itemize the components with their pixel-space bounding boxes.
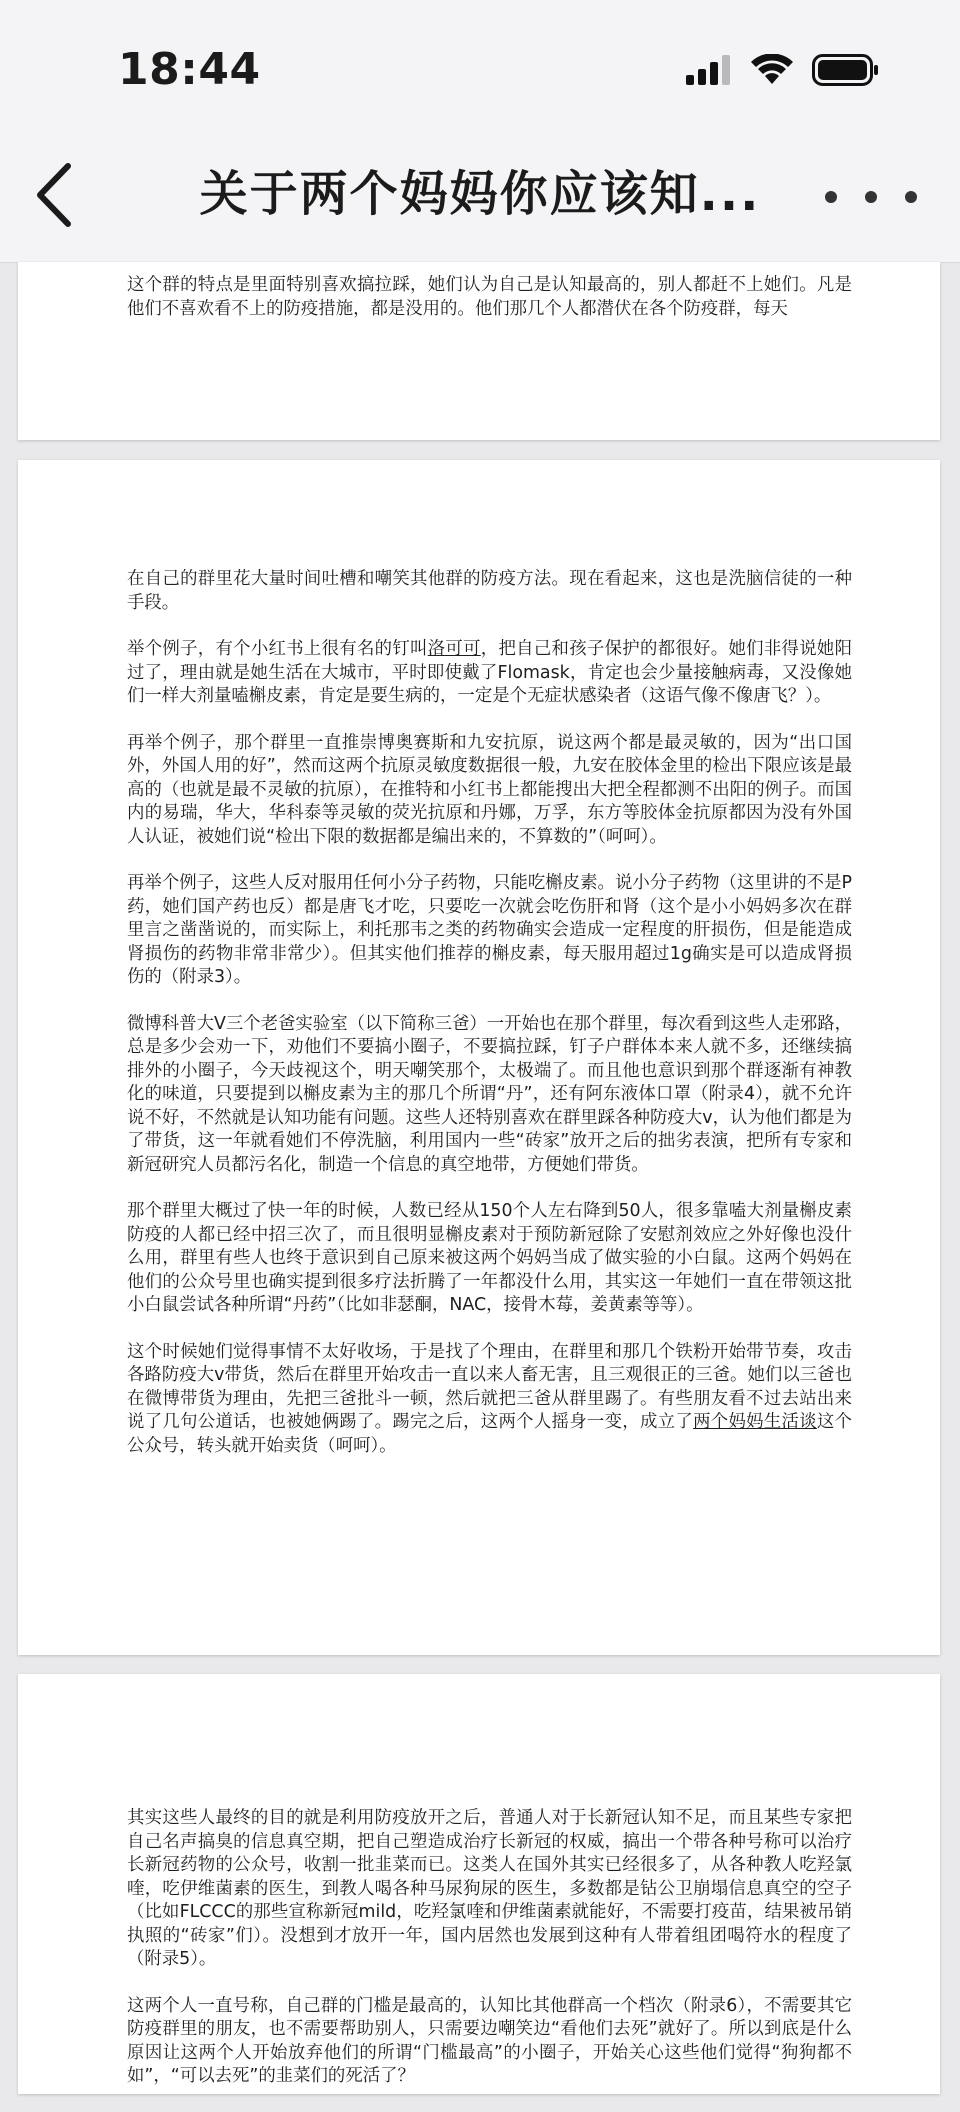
document-page-3 xyxy=(18,1674,940,2094)
paragraph: 这个群的特点是里面特别喜欢搞拉踩，她们认为自己是认知最高的，别人都赶不上她们。凡是他们不喜欢看不上的防疫措施，都是没用的。他们那几个人都潜伏在各个防疫群，每天 xyxy=(127,275,852,319)
signal-bars-icon xyxy=(686,55,732,85)
nav-bar xyxy=(0,130,960,263)
more-dots-icon[interactable] xyxy=(816,182,926,212)
status-icons xyxy=(686,54,880,86)
link-luokeke[interactable]: 洛可可 xyxy=(427,639,481,659)
status-time: 18:44 xyxy=(118,44,261,95)
battery-icon xyxy=(812,54,880,86)
paragraph-text: 这个时候她们觉得事情不太好收场，于是找了个理由，在群里和那几个铁粉开始带节奏，攻击各路防疫大v带货，然后在群里开始攻击一直以来人畜无害，且三观很正的三爸。她们以三爸也在微博带货为理由，先把三爸批斗一顿，然后就把三爸从群里踢了。有些朋友看不过去站出来说了几句公道话，也被她俩踢了。踢完之后，这两个人摇身一变，成立了 xyxy=(127,1341,852,1432)
document-page-1 xyxy=(18,262,940,440)
paragraph: 在自己的群里花大量时间吐槽和嘲笑其他群的防疫方法。现在看起来，这也是洗脑信徒的一种手段。 xyxy=(127,569,852,613)
paragraph: 那个群里大概过了快一年的时候，人数已经从150个人左右降到50人，很多靠嗑大剂量槲皮素防疫的人都已经中招三次了，而且很明显槲皮素对于预防新冠除了安慰剂效应之外好像也没什么用，群里有些人也终于意识到自己原来被这两个妈妈当成了做实验的小白鼠。这两个妈妈在他们的公众号里也确实提到很多疗法折腾了一年都没什么用，其实这一年她们一直在带领这批小白鼠尝试各种所谓“丹药”（比如非瑟酮，NAC，接骨木莓，姜黄素等等）。 xyxy=(127,1201,852,1315)
status-bar xyxy=(0,0,960,130)
paragraph xyxy=(127,638,852,709)
paragraph: 这两个人一直号称，自己群的门槛是最高的，认知比其他群高一个档次（附录6），不需要其它防疫群里的朋友，也不需要帮助别人，只需要边嘲笑边“看他们去死”就好了。所以到底是什么原因让这两个人开始放弃他们的所谓“门槛最高”的小圈子，开始关心这些他们觉得“狗狗都不如”，“可以去死”的韭菜们的死活了？ xyxy=(127,1995,852,2086)
document-page-2 xyxy=(18,460,940,1655)
page-title: 关于两个妈妈你应该知... xyxy=(199,166,761,222)
paragraph-text: 这个公众号，转头就开始卖货（呵呵）。 xyxy=(127,1412,852,1456)
paragraph: 微博科普大V三个老爸实验室（以下简称三爸）一开始也在那个群里，每次看到这些人走邪路，总是多少会劝一下，劝他们不要搞小圈子，不要搞拉踩，钉子户群体本来人就不多，还继续搞排外的小圈子，今天歧视这个，明天嘲笑那个，太极端了。而且他也意识到那个群逐渐有神教化的味道，只要提到以槲皮素为主的那几个所谓“丹”，还有阿东液体口罩（附录4），就不允许说不好，不然就是认知功能有问题。这些人还特别喜欢在群里踩各种防疫大v，认为他们都是为了带货，这一年就看她们不停洗脑，利用国内一些“砖家”放开之后的拙劣表演，把所有专家和新冠研究人员都污名化，制造一个信息的真空地带，方便她们带货。 xyxy=(127,1013,852,1175)
paragraph xyxy=(127,1341,852,1459)
wifi-icon xyxy=(750,54,794,86)
paragraph-text: ，把自己和孩子保护的都很好。她们非得说她阳过了，理由就是她生活在大城市，平时即使戴了Flomask，肯定也会少量接触病毒，又没像她们一样大剂量嗑槲皮素，肯定是要生病的，一定是个无症状感染者（这语气像不像唐飞？）。 xyxy=(127,639,852,706)
page-2-content xyxy=(127,568,852,1481)
page-1-content xyxy=(127,274,852,344)
link-two-moms-account[interactable]: 两个妈妈生活谈 xyxy=(693,1412,817,1432)
paragraph-text: 举个例子，有个小红书上很有名的钉叫 xyxy=(127,639,428,659)
page-3-content xyxy=(127,1807,852,2112)
paragraph: 再举个例子，那个群里一直推崇博奥赛斯和九安抗原，说这两个都是最灵敏的，因为“出口国外，外国人用的好”，然而这两个抗原灵敏度数据很一般，九安在胶体金里的检出下限应该是最高的（也就是最不灵敏的抗原），在推特和小红书上都能搜出大把全程都测不出阳的例子。而国内的易瑞，华大，华科泰等灵敏的荧光抗原和丹娜，万孚，东方等胶体金抗原都因为没有外国人认证，被她们说“检出下限的数据都是编出来的，不算数的”（呵呵）。 xyxy=(127,732,852,847)
paragraph: 再举个例子，这些人反对服用任何小分子药物，只能吃槲皮素。说小分子药物（这里讲的不是P药，她们国产药也反）都是唐飞才吃，只要吃一次就会吃伤肝和肾（这个是小小妈妈多次在群里言之凿凿说的，而实际上，利托那韦之类的药物确实会造成一定程度的肝损伤，但是能造成肾损伤的药物非常非常少）。但其实他们推荐的槲皮素，每天服用超过1g确实是可以造成肾损伤的（附录3）。 xyxy=(127,873,852,987)
chevron-left-icon[interactable] xyxy=(28,160,88,230)
paragraph: 其实这些人最终的目的就是利用防疫放开之后，普通人对于长新冠认知不足，而且某些专家把自己名声搞臭的信息真空期，把自己塑造成治疗长新冠的权威，搞出一个带各种号称可以治疗长新冠药物的公众号，收割一批韭菜而已。这类人在国外其实已经很多了，从各种教人吃羟氯喹，吃伊维菌素的医生，到教人喝各种马尿狗尿的医生，多数都是钻公卫崩塌信息真空的空子（比如FLCCC的那些宣称新冠mild，吃羟氯喹和伊维菌素就能好，不需要打疫苗，结果被吊销执照的“砖家”们）。没想到才放开一年，国内居然也发展到这种有人带着组团喝符水的程度了（附录5）。 xyxy=(127,1808,852,1969)
